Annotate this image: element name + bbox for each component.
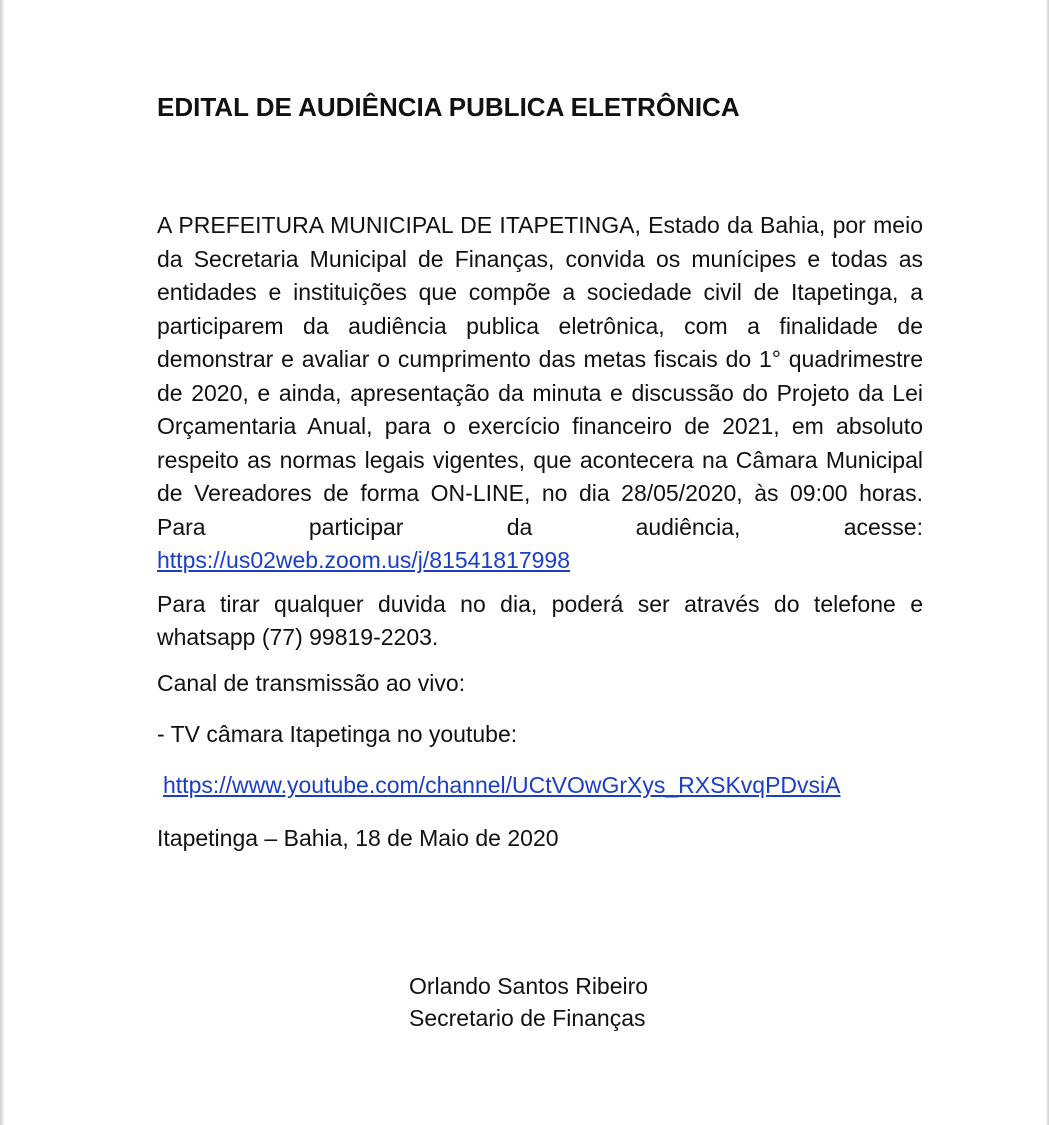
document-title: EDITAL DE AUDIÊNCIA PUBLICA ELETRÔNICA	[157, 92, 740, 122]
youtube-link[interactable]: https://www.youtube.com/channel/UCtVOwGrXys_RXSKvqPDvsiA	[163, 771, 841, 798]
body-paragraph	[157, 209, 923, 578]
signature-block	[409, 970, 709, 1034]
signer-name: Orlando Santos Ribeiro	[409, 973, 649, 999]
body-intro-text: A PREFEITURA MUNICIPAL DE ITAPETINGA, Estado da Bahia, por meio da Secretaria Municipal de Finanças, convida os munícipes e todas as entidades e instituições que compõe a sociedade civil de Itapetinga, a participarem da audiência publica eletrônica, com a finalidade de demonstrar e avaliar o cumprimento das metas fiscais do 1° quadrimestre de 2020, e ainda, apresentação da minuta e discussão do Projeto da Lei Orçamentaria Anual, para o exercício financeiro de 2021, em absoluto respeito as normas legais vigentes, que acontecera na Câmara Municipal de Vereadores de forma ON-LINE, no dia 28/05/2020, às 09:00 horas. Para participar da audiência, acesse:	[157, 212, 923, 540]
channel-label: Canal de transmissão ao vivo:	[157, 669, 466, 696]
contact-paragraph: Para tirar qualquer duvida no dia, poderá ser através do telefone e whatsapp (77) 99819-2203.	[157, 590, 923, 650]
page-edge-left	[0, 0, 4, 1125]
youtube-link-line	[157, 769, 923, 802]
date-line: Itapetinga – Bahia, 18 de Maio de 2020	[157, 824, 559, 851]
document-page	[157, 90, 923, 855]
signer-title: Secretario de Finanças	[409, 1005, 646, 1031]
tv-channel-line: - TV câmara Itapetinga no youtube:	[157, 720, 518, 747]
zoom-link[interactable]: https://us02web.zoom.us/j/81541817998	[157, 547, 571, 573]
